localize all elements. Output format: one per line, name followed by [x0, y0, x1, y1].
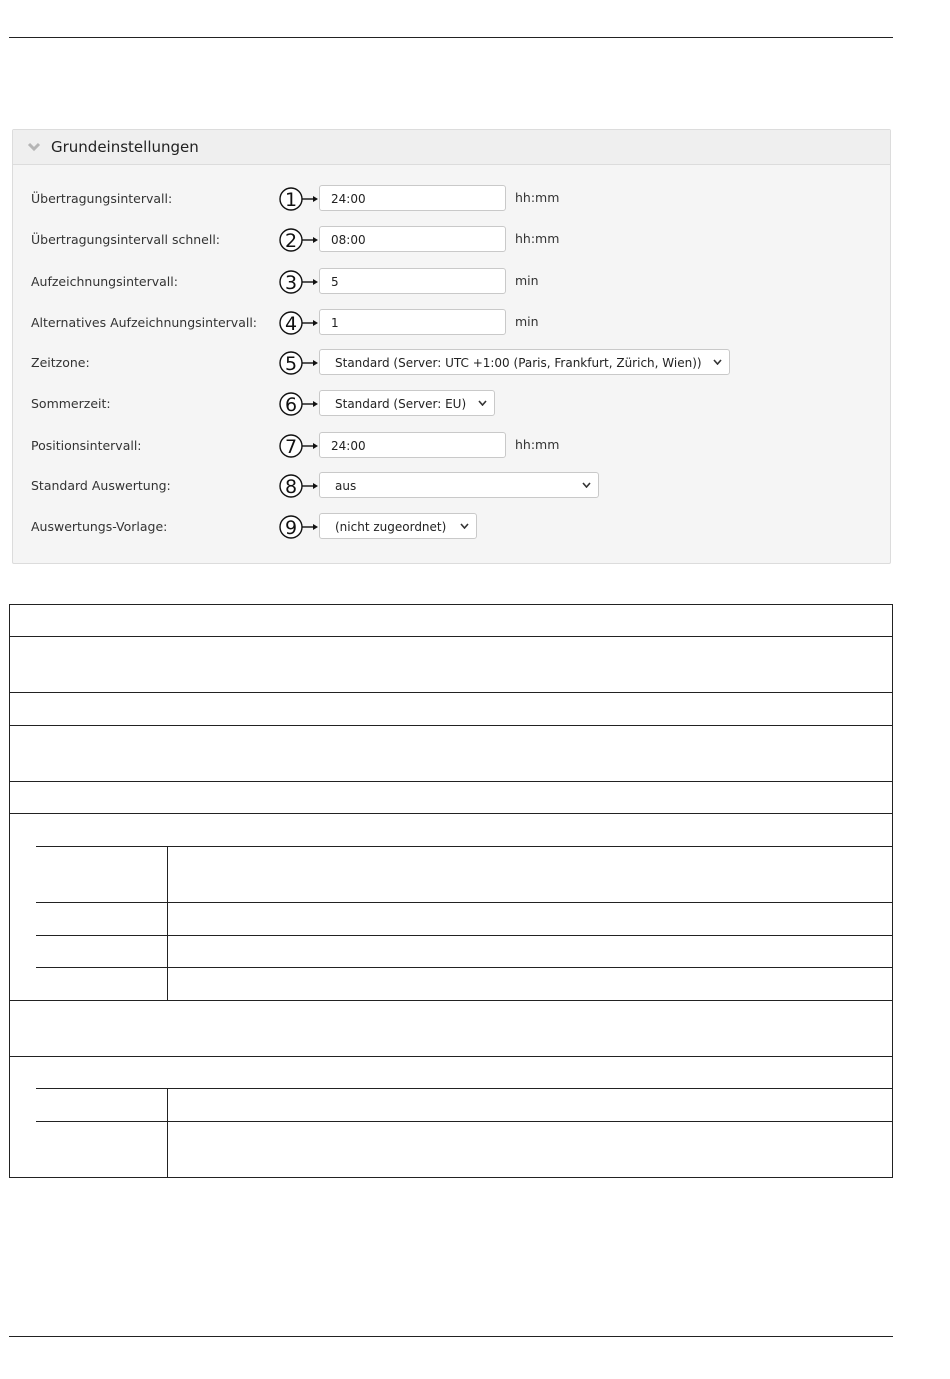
row-transmission-interval: [13, 185, 890, 213]
row-label: Übertragungsintervall:: [31, 191, 173, 206]
callout-arrow-head: [313, 279, 318, 285]
callout-number: 6: [284, 394, 298, 416]
settings-panel: [12, 129, 891, 564]
table-rule: [10, 725, 892, 726]
position-interval-input[interactable]: 24:00: [319, 432, 506, 458]
row-default-evaluation: [13, 472, 890, 500]
chevron-down-icon[interactable]: [27, 142, 41, 152]
callout-arrow-head: [313, 196, 318, 202]
callout-9-icon: [279, 514, 305, 540]
callout-4-icon: [279, 310, 305, 336]
caret-down-icon: [582, 482, 591, 488]
callout-arrow-head: [313, 320, 318, 326]
callout-number: 8: [284, 476, 298, 498]
transmission-interval-input[interactable]: 24:00: [319, 185, 506, 211]
transmission-interval-fast-input[interactable]: 08:00: [319, 226, 506, 252]
callout-number: 9: [284, 517, 298, 539]
unit-label: hh:mm: [515, 437, 560, 452]
description-table: [9, 604, 893, 1178]
callout-2-icon: [279, 227, 305, 253]
callout-1-icon: [279, 186, 305, 212]
row-label: Sommerzeit:: [31, 396, 111, 411]
callout-number: 3: [284, 272, 298, 294]
table-rule: [10, 813, 892, 814]
callout-arrow-head: [313, 524, 318, 530]
evaluation-template-select[interactable]: (nicht zugeordnet): [319, 513, 477, 539]
table-rule: [10, 781, 892, 782]
table-rule: [36, 1088, 892, 1089]
callout-number: 7: [284, 436, 298, 458]
alt-recording-interval-input[interactable]: 1: [319, 309, 506, 335]
table-rule: [36, 846, 892, 847]
row-position-interval: [13, 432, 890, 460]
callout-arrow-head: [313, 401, 318, 407]
callout-8-icon: [279, 473, 305, 499]
caret-down-icon: [460, 523, 469, 529]
table-column-rule: [167, 846, 168, 1000]
row-recording-interval: [13, 268, 890, 296]
callout-7-icon: [279, 433, 305, 459]
table-rule: [36, 935, 892, 936]
callout-number: 5: [284, 353, 298, 375]
top-rule: [9, 37, 893, 38]
table-rule: [10, 1000, 892, 1001]
table-rule: [10, 692, 892, 693]
table-rule: [10, 1056, 892, 1057]
callout-arrow-head: [313, 237, 318, 243]
callout-arrow-head: [313, 443, 318, 449]
row-transmission-interval-fast: [13, 226, 890, 254]
callout-number: 2: [284, 230, 298, 252]
panel-title: Grundeinstellungen: [51, 138, 199, 156]
table-rule: [36, 1121, 892, 1122]
table-rule: [36, 902, 892, 903]
callout-arrow-head: [313, 483, 318, 489]
default-evaluation-select[interactable]: aus: [319, 472, 599, 498]
timezone-select[interactable]: Standard (Server: UTC +1:00 (Paris, Frankfurt, Zürich, Wien)): [319, 349, 730, 375]
unit-label: hh:mm: [515, 190, 560, 205]
table-rule: [36, 967, 892, 968]
caret-down-icon: [478, 400, 487, 406]
row-label: Aufzeichnungsintervall:: [31, 274, 178, 289]
callout-5-icon: [279, 350, 305, 376]
callout-number: 1: [284, 189, 298, 211]
caret-down-icon: [713, 359, 722, 365]
row-label: Auswertungs-Vorlage:: [31, 519, 168, 534]
row-label: Standard Auswertung:: [31, 478, 171, 493]
daylight-saving-select[interactable]: Standard (Server: EU): [319, 390, 495, 416]
unit-label: hh:mm: [515, 231, 560, 246]
callout-arrow-head: [313, 360, 318, 366]
callout-6-icon: [279, 391, 305, 417]
row-label: Übertragungsintervall schnell:: [31, 232, 221, 247]
callout-3-icon: [279, 269, 305, 295]
panel-header[interactable]: [13, 130, 890, 165]
row-label: Positionsintervall:: [31, 438, 142, 453]
unit-label: min: [515, 273, 539, 288]
bottom-rule: [9, 1336, 893, 1337]
row-alt-recording-interval: [13, 309, 890, 337]
unit-label: min: [515, 314, 539, 329]
table-column-rule: [167, 1088, 168, 1177]
recording-interval-input[interactable]: 5: [319, 268, 506, 294]
row-evaluation-template: [13, 513, 890, 541]
callout-number: 4: [284, 313, 298, 335]
row-label: Alternatives Aufzeichnungsintervall:: [31, 315, 258, 330]
table-rule: [10, 636, 892, 637]
row-label: Zeitzone:: [31, 355, 90, 370]
row-timezone: [13, 349, 890, 377]
row-daylight-saving: [13, 390, 890, 418]
